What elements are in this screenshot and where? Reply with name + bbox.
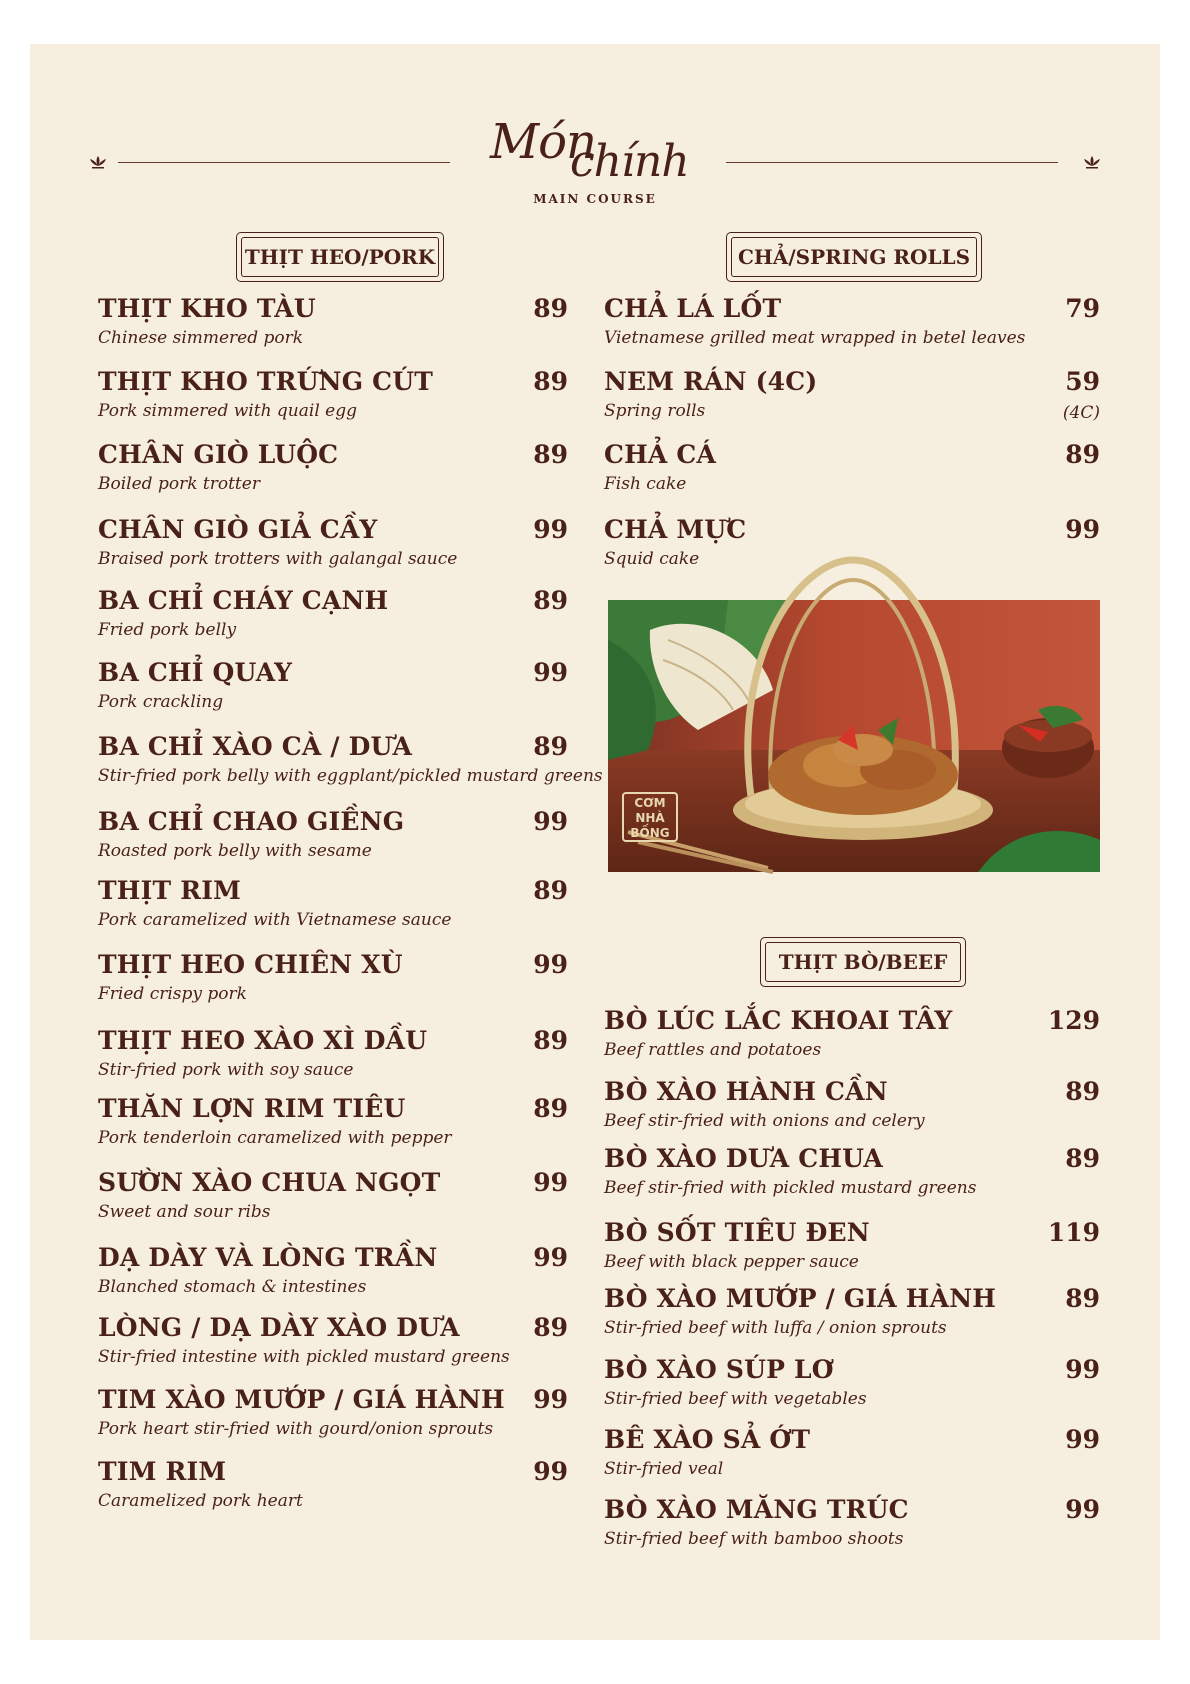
menu-page [30, 44, 1160, 1640]
logo-line-3: BỐNG [630, 826, 670, 840]
item-description: Stir-fried beef with bamboo shoots [604, 1529, 904, 1549]
item-price: 99 [533, 658, 568, 687]
item-price: 99 [1065, 1495, 1100, 1524]
item-price: 89 [1065, 1284, 1100, 1313]
logo-line-2: NHÀ [635, 811, 665, 825]
item-name: THỊT HEO CHIÊN XÙ [98, 950, 403, 979]
item-name: DẠ DÀY VÀ LÒNG TRẦN [98, 1243, 438, 1272]
menu-item [98, 950, 568, 1008]
item-name: CHẢ CÁ [604, 440, 717, 469]
menu-item [604, 1495, 1100, 1553]
menu-item [98, 1457, 568, 1515]
item-description: Squid cake [604, 549, 700, 569]
item-description: Beef rattles and potatoes [604, 1040, 822, 1060]
menu-item [98, 1243, 568, 1301]
item-name: BA CHỈ QUAY [98, 658, 293, 687]
lotus-icon [1082, 154, 1102, 170]
menu-item [98, 1313, 568, 1371]
header-divider-right [726, 162, 1058, 163]
dish-photo [608, 600, 1100, 872]
item-price: 99 [533, 950, 568, 979]
item-description: Blanched stomach & intestines [98, 1277, 367, 1297]
item-name: TIM RIM [98, 1457, 227, 1486]
item-price: 89 [533, 294, 568, 323]
menu-item [604, 515, 1100, 573]
menu-item [98, 440, 568, 498]
item-description: Spring rolls [604, 401, 706, 421]
item-name: BÒ XÀO MĂNG TRÚC [604, 1495, 909, 1524]
item-price: 99 [1065, 1425, 1100, 1454]
menu-item [98, 586, 568, 644]
item-name: BÒ SỐT TIÊU ĐEN [604, 1218, 870, 1247]
section-label-beef: THỊT BÒ/BEEF [760, 937, 966, 987]
item-price: 99 [533, 515, 568, 544]
item-description: Stir-fried intestine with pickled mustard greens [98, 1347, 510, 1367]
item-description: Stir-fried veal [604, 1459, 724, 1479]
item-name: THỊT RIM [98, 876, 241, 905]
item-name: THĂN LỢN RIM TIÊU [98, 1094, 406, 1123]
item-name: THỊT KHO TRỨNG CÚT [98, 367, 434, 396]
item-description: Beef with black pepper sauce [604, 1252, 859, 1272]
item-description: Braised pork trotters with galangal sauce [98, 549, 458, 569]
item-description: Stir-fried beef with vegetables [604, 1389, 867, 1409]
item-price: 89 [1065, 1144, 1100, 1173]
menu-item [98, 876, 568, 934]
menu-item [604, 367, 1100, 425]
item-name: THỊT HEO XÀO XÌ DẦU [98, 1026, 428, 1055]
item-price: 129 [1047, 1006, 1100, 1035]
lotus-icon [88, 154, 108, 170]
item-price: 89 [533, 367, 568, 396]
section-label-pork: THỊT HEO/PORK [236, 232, 444, 282]
item-price: 79 [1065, 294, 1100, 323]
item-description: Pork heart stir-fried with gourd/onion sprouts [98, 1419, 494, 1439]
item-description: Fried pork belly [98, 620, 237, 640]
item-unit: (4C) [1062, 403, 1100, 423]
item-price: 89 [533, 876, 568, 905]
item-price: 89 [533, 732, 568, 761]
item-name: BÒ XÀO DƯA CHUA [604, 1144, 883, 1173]
header-divider-left [118, 162, 450, 163]
item-name: BÒ XÀO SÚP LƠ [604, 1355, 834, 1384]
menu-item [98, 367, 568, 425]
menu-item [98, 515, 568, 573]
item-price: 119 [1047, 1218, 1100, 1247]
item-name: CHẢ MỰC [604, 515, 747, 544]
item-name: BÒ LÚC LẮC KHOAI TÂY [604, 1006, 953, 1035]
item-price: 89 [1065, 1077, 1100, 1106]
item-price: 99 [533, 807, 568, 836]
item-name: THỊT KHO TÀU [98, 294, 316, 323]
item-name: CHẢ LÁ LỐT [604, 294, 782, 323]
page-subtitle: MAIN COURSE [533, 192, 657, 206]
item-description: Fish cake [604, 474, 687, 494]
menu-item [98, 1094, 568, 1152]
menu-item [98, 658, 568, 716]
menu-item [604, 1077, 1100, 1135]
item-description: Caramelized pork heart [98, 1491, 303, 1511]
item-price: 99 [533, 1457, 568, 1486]
item-name: CHÂN GIÒ LUỘC [98, 440, 339, 469]
item-name: BÒ XÀO MƯỚP / GIÁ HÀNH [604, 1284, 997, 1313]
item-price: 89 [533, 1094, 568, 1123]
item-name: BA CHỈ CHAO GIỀNG [98, 807, 405, 836]
item-description: Pork simmered with quail egg [98, 401, 357, 421]
item-description: Sweet and sour ribs [98, 1202, 271, 1222]
item-description: Roasted pork belly with sesame [98, 841, 372, 861]
menu-item [98, 1168, 568, 1226]
item-price: 99 [533, 1243, 568, 1272]
item-description: Stir-fried pork with soy sauce [98, 1060, 354, 1080]
menu-item [98, 807, 568, 865]
menu-item [604, 440, 1100, 498]
menu-item [604, 294, 1100, 352]
menu-item [98, 732, 603, 790]
item-description: Pork tenderloin caramelized with pepper [98, 1128, 452, 1148]
item-name: BÒ XÀO HÀNH CẦN [604, 1077, 888, 1106]
item-price: 99 [1065, 515, 1100, 544]
item-name: SƯỜN XÀO CHUA NGỌT [98, 1168, 441, 1197]
menu-item [98, 1026, 568, 1084]
menu-item [604, 1355, 1100, 1413]
menu-item [604, 1218, 1100, 1276]
item-name: BA CHỈ CHÁY CẠNH [98, 586, 389, 615]
brand-logo [622, 792, 678, 842]
item-name: BA CHỈ XÀO CÀ / DƯA [98, 732, 413, 761]
item-price: 89 [533, 586, 568, 615]
item-price: 89 [533, 440, 568, 469]
item-description: Pork crackling [98, 692, 224, 712]
item-description: Stir-fried beef with luffa / onion sprouts [604, 1318, 947, 1338]
page-header [30, 44, 1160, 244]
item-description: Stir-fried pork belly with eggplant/pickled mustard greens [98, 766, 603, 786]
item-name: CHÂN GIÒ GIẢ CẦY [98, 515, 378, 544]
menu-item [98, 294, 568, 352]
item-price: 59 [1065, 367, 1100, 396]
item-price: 99 [1065, 1355, 1100, 1384]
item-description: Pork caramelized with Vietnamese sauce [98, 910, 452, 930]
logo-line-1: CƠM [634, 796, 666, 810]
item-description: Chinese simmered pork [98, 328, 304, 348]
item-price: 99 [533, 1168, 568, 1197]
menu-item [604, 1006, 1100, 1064]
title-word-1: Món [490, 114, 596, 170]
menu-item [604, 1284, 1100, 1342]
item-price: 89 [1065, 440, 1100, 469]
item-price: 89 [533, 1313, 568, 1342]
item-name: BÊ XÀO SẢ ỚT [604, 1425, 811, 1454]
menu-item [604, 1144, 1100, 1202]
item-price: 89 [533, 1026, 568, 1055]
menu-item [98, 1385, 568, 1443]
item-description: Vietnamese grilled meat wrapped in betel leaves [604, 328, 1026, 348]
item-description: Fried crispy pork [98, 984, 247, 1004]
item-description: Beef stir-fried with onions and celery [604, 1111, 925, 1131]
item-description: Beef stir-fried with pickled mustard greens [604, 1178, 977, 1198]
menu-item [604, 1425, 1100, 1483]
item-price: 99 [533, 1385, 568, 1414]
section-label-spring-rolls: CHẢ/SPRING ROLLS [726, 232, 982, 282]
item-name: LÒNG / DẠ DÀY XÀO DƯA [98, 1313, 460, 1342]
title-word-2: chính [570, 136, 689, 187]
item-name: TIM XÀO MƯỚP / GIÁ HÀNH [98, 1385, 505, 1414]
page-title [470, 114, 720, 204]
item-description: Boiled pork trotter [98, 474, 260, 494]
item-name: NEM RÁN (4C) [604, 367, 818, 396]
